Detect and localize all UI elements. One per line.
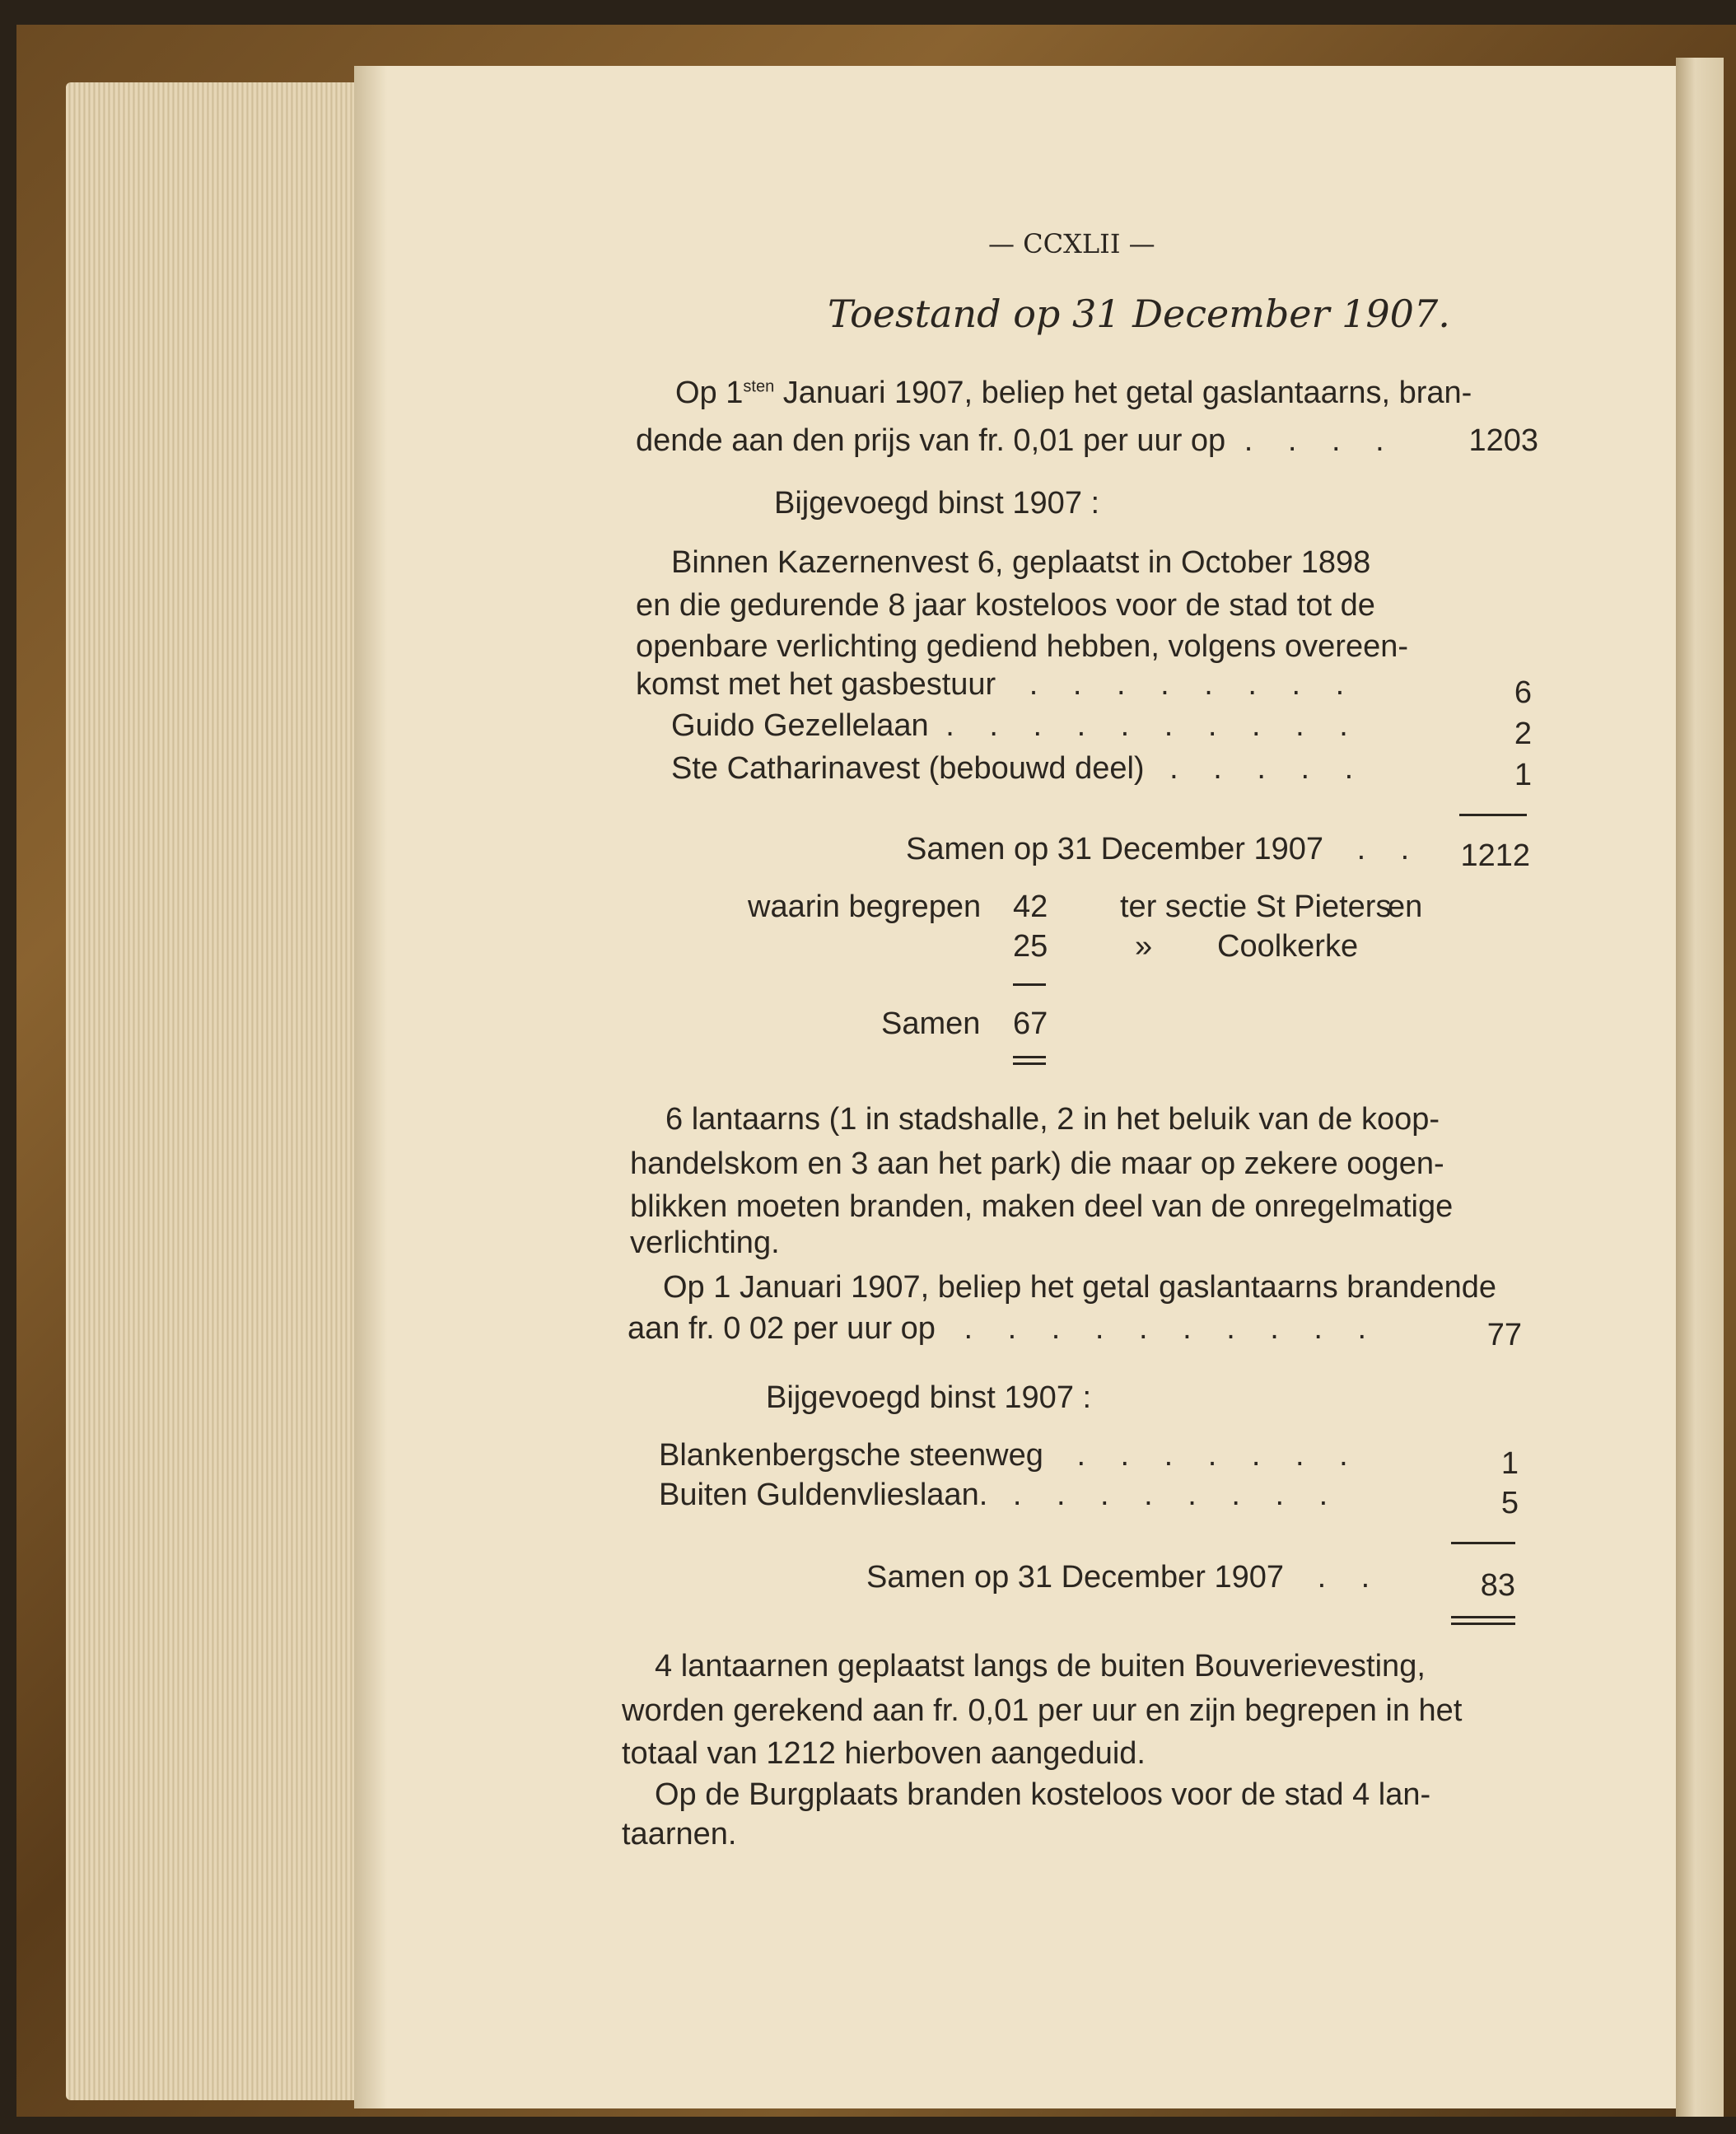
page-number: — CCXLII —	[988, 228, 1155, 259]
page-title: Toestand op 31 December 1907.	[828, 292, 1450, 336]
irregular-line2: handelskom en 3 aan het park) die maar op zekere oogen-	[630, 1146, 1444, 1181]
waarin-row2-value: 25	[1013, 929, 1048, 964]
waarin-row1-tail: en	[1388, 890, 1423, 924]
double-rule-top	[1013, 1056, 1046, 1058]
leader-dots: . . . . . . .	[1076, 1438, 1361, 1473]
gas2-item1-line	[659, 1440, 1361, 1471]
waarin-label: waarin begrepen	[748, 890, 982, 924]
gas2-intro-value: 77	[1486, 1318, 1522, 1352]
page-gutter	[354, 66, 387, 2108]
gas2-total-label: Samen op 31 December 1907	[866, 1560, 1284, 1595]
gas1-item3-line	[671, 753, 1366, 784]
waarin-row1-value: 42	[1013, 890, 1048, 924]
gas1-total-value: 1212	[1460, 838, 1530, 873]
gas1-total-label: Samen op 31 December 1907	[906, 832, 1323, 866]
gas2-item2-text: Buiten Guldenvlieslaan.	[659, 1478, 988, 1512]
gas1-item1-line1: Binnen Kazernenvest 6, geplaatst in October 1898	[671, 545, 1371, 580]
waarin-total-value: 67	[1013, 1006, 1048, 1041]
gas1-item3-text: Ste Catharinavest (bebouwd deel)	[671, 751, 1145, 786]
leader-dots: . . . . .	[1169, 751, 1367, 786]
gas1-item2-text: Guido Gezellelaan	[671, 708, 929, 743]
leader-dots: . . . . . . . .	[1012, 1478, 1342, 1512]
gas1-added-heading: Bijgevoegd binst 1907 :	[774, 486, 1100, 521]
gas1-item1-line3: openbare verlichting gediend hebben, volgens overeen-	[636, 629, 1409, 664]
waarin-row2-tail: Coolkerke	[1217, 929, 1359, 964]
gas2-intro-line1: Op 1 Januari 1907, beliep het getal gaslantaarns brandende	[663, 1270, 1496, 1305]
waarin-row2-ditto: »	[1135, 929, 1153, 964]
gas1-intro-start: Op 1	[675, 376, 744, 410]
irregular-line4: verlichting.	[630, 1226, 780, 1260]
sub-sum-rule	[1013, 983, 1046, 986]
gas2-added-heading: Bijgevoegd binst 1907 :	[766, 1380, 1092, 1415]
gas2-total-line	[866, 1562, 1383, 1593]
leader-dots: . . . . . . . . . .	[964, 1311, 1380, 1346]
note1-line1: 4 lantaarnen geplaatst langs de buiten Bouverievesting,	[655, 1649, 1426, 1683]
gas1-item2-line	[671, 710, 1361, 741]
gas1-intro-line1	[675, 377, 1472, 409]
gas1-intro-line2	[636, 425, 1398, 456]
gas1-total-line	[906, 834, 1422, 865]
gas1-intro-value: 1203	[1468, 423, 1538, 458]
gas1-item3-value: 1	[1514, 758, 1532, 792]
double-rule-bottom	[1451, 1623, 1515, 1625]
irregular-line3: blikken moeten branden, maken deel van de onregelmatige	[630, 1189, 1454, 1224]
leader-dots: . .	[1317, 1560, 1384, 1595]
gas1-intro-rest: Januari 1907, beliep het getal gaslantaarns, bran-	[774, 376, 1472, 410]
gas2-intro-text: aan fr. 0 02 per uur op	[628, 1311, 936, 1346]
double-rule-top	[1451, 1616, 1515, 1618]
gas1-item1-line2: en die gedurende 8 jaar kosteloos voor de stad tot de	[636, 588, 1375, 623]
ordinal-superscript: sten	[743, 377, 775, 396]
note2-line1: Op de Burgplaats branden kosteloos voor de stad 4 lan-	[655, 1777, 1431, 1812]
gas1-item1-line4	[636, 669, 1357, 700]
waarin-total-label: Samen	[881, 1006, 981, 1041]
gas2-total-value: 83	[1480, 1568, 1515, 1603]
irregular-line1: 6 lantaarns (1 in stadshalle, 2 in het beluik van de koop-	[665, 1102, 1440, 1137]
leader-dots: . . . . . . . . . .	[945, 708, 1361, 743]
sum-rule	[1459, 814, 1527, 816]
gas2-item1-text: Blankenbergsche steenweg	[659, 1438, 1043, 1473]
gas1-intro-text: dende aan den prijs van fr. 0,01 per uur op	[636, 423, 1226, 458]
gas2-item2-value: 5	[1500, 1486, 1519, 1520]
note1-line2: worden gerekend aan fr. 0,01 per uur en zijn begrepen in het	[622, 1693, 1463, 1728]
gas1-item1-value: 6	[1514, 675, 1532, 710]
leader-dots: . .	[1356, 832, 1423, 866]
page-edges	[66, 82, 379, 2100]
leader-dots: . . . . . . . .	[1029, 667, 1358, 702]
gas2-intro-line2	[628, 1313, 1379, 1344]
leader-dots: . . . .	[1244, 423, 1398, 458]
note1-line3: totaal van 1212 hierboven aangeduid.	[622, 1736, 1146, 1771]
gas2-item2-line	[659, 1479, 1341, 1511]
double-rule-bottom	[1013, 1062, 1046, 1065]
note2-line2: taarnen.	[622, 1817, 737, 1851]
gas2-item1-value: 1	[1500, 1446, 1519, 1481]
gas1-item1-text: komst met het gasbestuur	[636, 667, 996, 702]
sum-rule	[1451, 1542, 1515, 1544]
waarin-row1-text: ter sectie St Pieters	[1120, 890, 1392, 924]
gas1-item2-value: 2	[1514, 717, 1532, 751]
facing-page-edge	[1676, 58, 1724, 2117]
